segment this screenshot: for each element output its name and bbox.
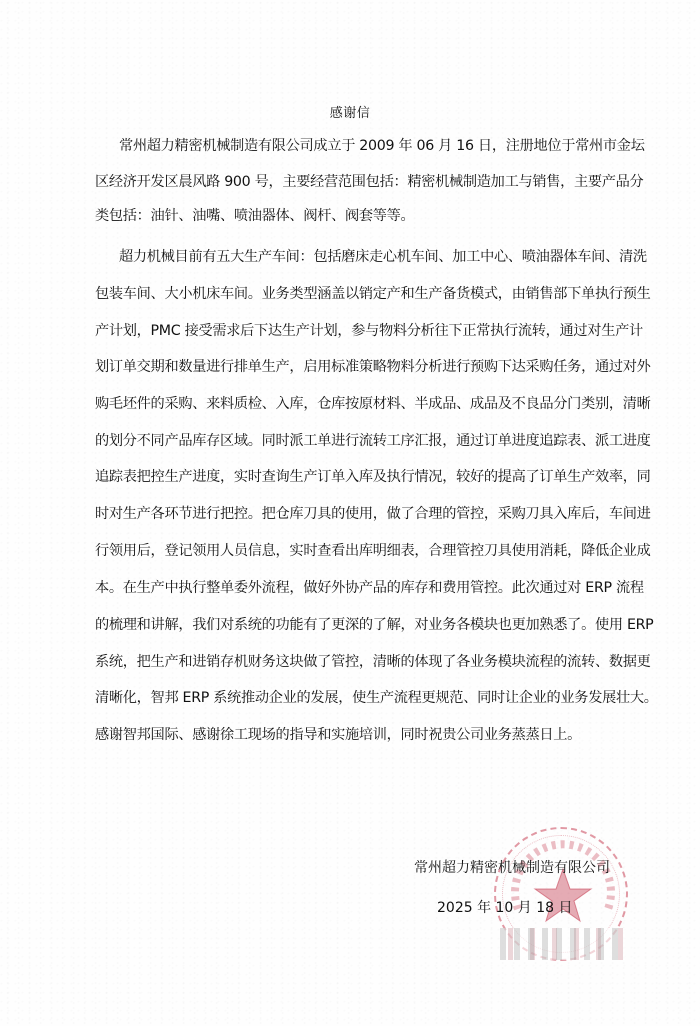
- paragraph-1-line-1: 常州超力精密机械制造有限公司成立于 2009 年 06 月 16 日，注册地位于常州市金坛: [119, 138, 645, 154]
- paragraph-1-line-2: 区经济开发区晨风路 900 号，主要经营范围包括：精密机械制造加工与销售，主要产品分: [95, 174, 644, 190]
- letter-title: 感谢信: [329, 106, 371, 121]
- signature-date: 2025 年 10 月 18 日: [437, 900, 573, 916]
- paragraph-2-line-3: 产计划，PMC 接受需求后下达生产计划，参与物料分析往下正常执行流转，通过对生产计: [95, 323, 643, 339]
- redacted-region: [500, 928, 625, 960]
- paragraph-2-line-6: 的划分不同产品库存区域。同时派工单进行流转工序汇报，通过订单进度追踪表、派工进度: [95, 433, 651, 449]
- paragraph-2-line-5: 购毛坯件的采购、来料质检、入库，仓库按原材料、半成品、成品及不良品分门类别，清晰: [95, 396, 651, 412]
- paragraph-2-line-11: 的梳理和讲解，我们对系统的功能有了更深的了解，对业务各模块也更加熟悉了。使用 ERP: [95, 617, 654, 633]
- paragraph-2-line-13: 清晰化，智邦 ERP 系统推动企业的发展，使生产流程更规范、同时让企业的业务发展壮大。: [95, 690, 658, 706]
- paragraph-2-line-9: 行领用后，登记领用人员信息，实时查看出库明细表，合理管控刀具使用消耗，降低企业成: [95, 543, 651, 559]
- signature-company: 常州超力精密机械制造有限公司: [414, 860, 610, 876]
- paragraph-2-line-8: 时对生产各环节进行把控。把仓库刀具的使用，做了合理的管控，采购刀具入库后，车间进: [95, 506, 651, 522]
- paragraph-1-line-3: 类包括：油针、油嘴、喷油器体、阀杆、阀套等等。: [95, 208, 415, 224]
- paragraph-2-line-12: 系统，把生产和进销存机财务这块做了管控，清晰的体现了各业务模块流程的流转、数据更: [95, 654, 651, 670]
- paragraph-2-line-14: 感谢智邦国际、感谢徐工现场的指导和实施培训，同时祝贵公司业务蒸蒸日上。: [95, 727, 582, 743]
- paragraph-2-line-1: 超力机械目前有五大生产车间：包括磨床走心机车间、加工中心、喷油器体车间、清洗: [119, 249, 647, 265]
- paragraph-2-line-7: 追踪表把控生产进度，实时查询生产订单入库及执行情况，较好的提高了订单生产效率，同: [95, 469, 651, 485]
- paragraph-2-line-2: 包装车间、大小机床车间。业务类型涵盖以销定产和生产备货模式，由销售部下单执行预生: [95, 286, 651, 302]
- paragraph-2-line-4: 划订单交期和数量进行排单生产，启用标准策略物料分析进行预购下达采购任务，通过对外: [95, 359, 651, 375]
- paragraph-2-line-10: 本。在生产中执行整单委外流程，做好外协产品的库存和费用管控。此次通过对 ERP 流程: [95, 580, 644, 596]
